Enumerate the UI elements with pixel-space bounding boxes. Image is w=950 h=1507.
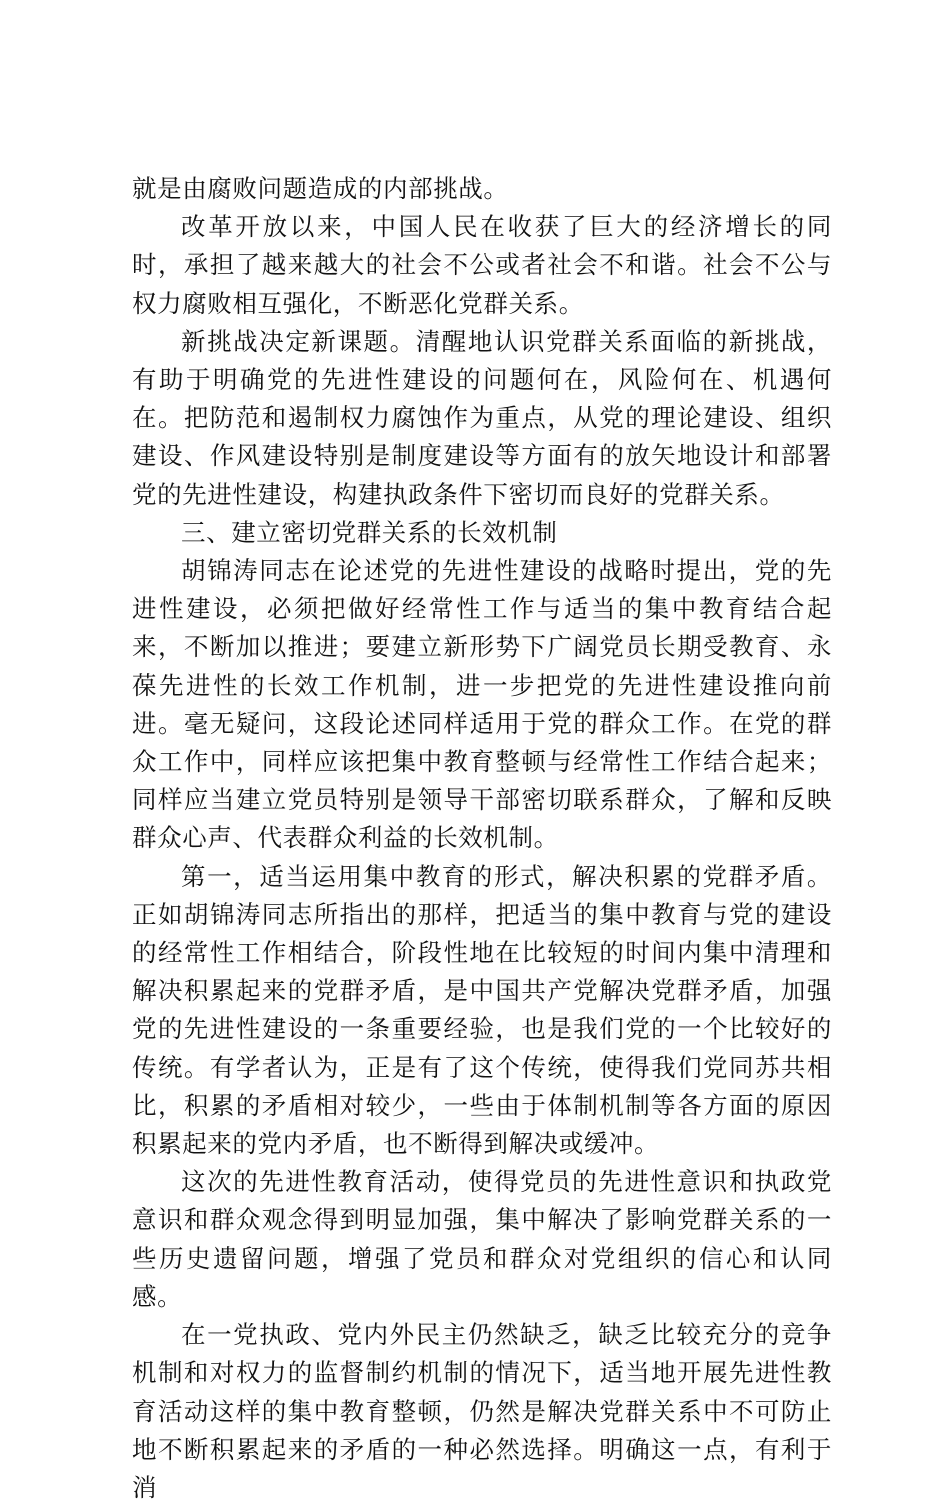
section-heading: 三、建立密切党群关系的长效机制: [181, 517, 558, 547]
document-body: [132, 170, 832, 1507]
paragraph: 新挑战决定新课题。清醒地认识党群关系面临的新挑战，有助于明确党的先进性建设的问题何在，风险何在、机遇何在。把防范和遏制权力腐蚀作为重点，从党的理论建设、组织建设、作风建设特别是制度建设等方面有的放矢地设计和部署党的先进性建设，构建执政条件下密切而良好的党群关系。: [132, 326, 832, 509]
paragraph: 胡锦涛同志在论述党的先进性建设的战略时提出，党的先进性建设，必须把做好经常性工作与适当的集中教育结合起来，不断加以推进；要建立新形势下广阔党员长期受教育、永葆先进性的长效工作机制，进一步把党的先进性建设推向前进。毫无疑问，这段论述同样适用于党的群众工作。在党的群众工作中，同样应该把集中教育整顿与经常性工作结合起来；同样应当建立党员特别是领导干部密切联系群众，了解和反映群众心声、代表群众利益的长效机制。: [132, 556, 832, 853]
paragraph: 在一党执政、党内外民主仍然缺乏，缺乏比较充分的竞争机制和对权力的监督制约机制的情况下，适当地开展先进性教育活动这样的集中教育整顿，仍然是解决党群关系中不可防止地不断积累起来的矛盾的一种必然选择。明确这一点，有利于消: [132, 1320, 832, 1502]
paragraph: 第一，适当运用集中教育的形式，解决积累的党群矛盾。正如胡锦涛同志所指出的那样，把适当的集中教育与党的建设的经常性工作相结合，阶段性地在比较短的时间内集中清理和解决积累起来的党群矛盾，是中国共产党解决党群矛盾，加强党的先进性建设的一条重要经验，也是我们党的一个比较好的传统。有学者认为，正是有了这个传统，使得我们党同苏共相比，积累的矛盾相对较少，一些由于体制机制等各方面的原因积累起来的党内矛盾，也不断得到解决或缓冲。: [132, 861, 832, 1159]
paragraph-continuation: 就是由腐败问题造成的内部挑战。: [132, 174, 509, 203]
paragraph: 改革开放以来，中国人民在收获了巨大的经济增长的同时，承担了越来越大的社会不公或者社会不和谐。社会不公与权力腐败相互强化，不断恶化党群关系。: [132, 212, 832, 318]
paragraph: 这次的先进性教育活动，使得党员的先进性意识和执政党意识和群众观念得到明显加强，集中解决了影响党群关系的一些历史遗留问题，增强了党员和群众对党组织的信心和认同感。: [132, 1167, 832, 1311]
